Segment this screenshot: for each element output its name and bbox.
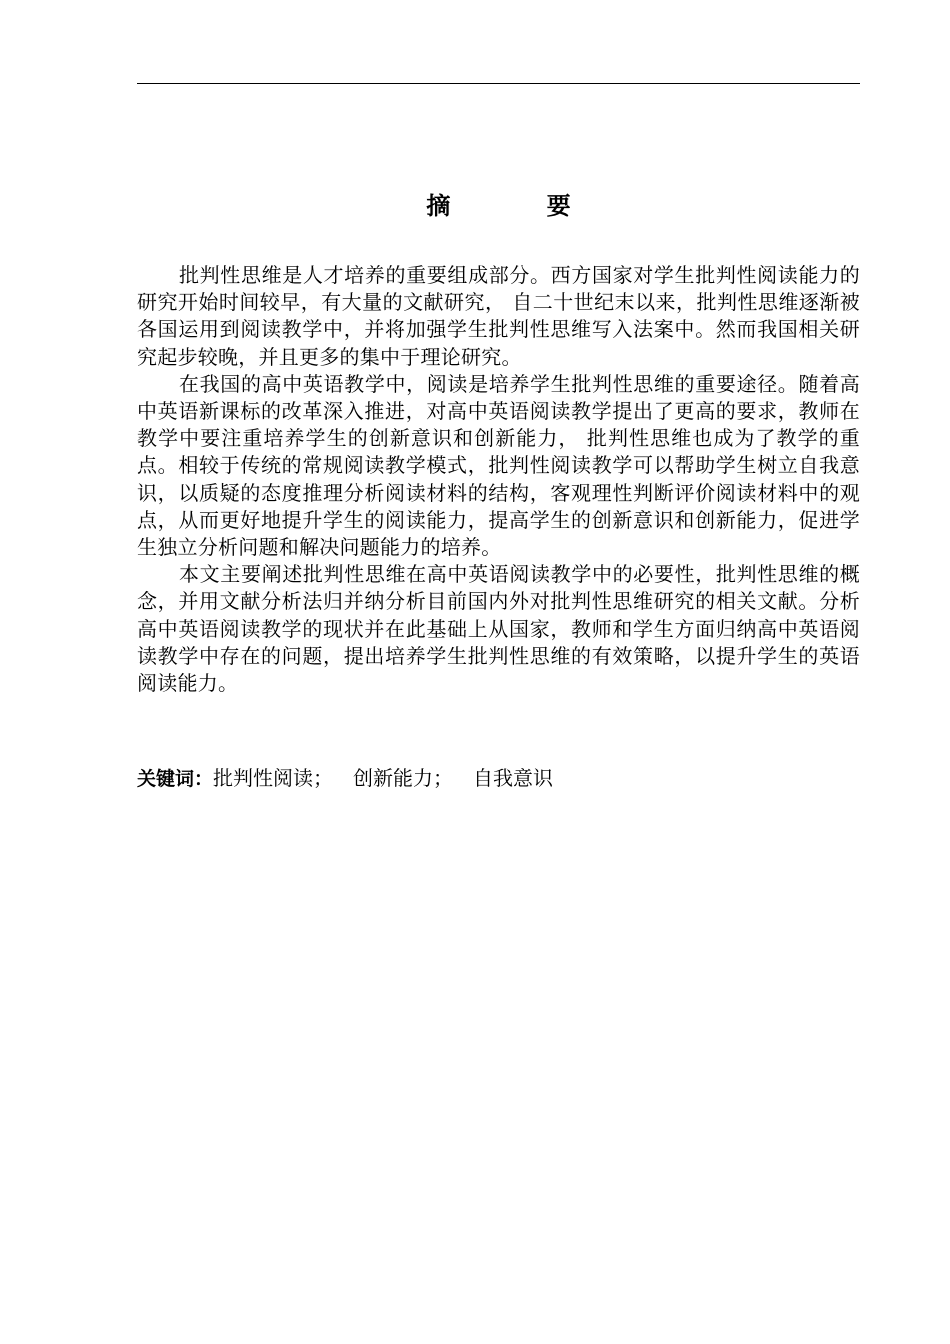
keyword-innovation-ability: 创新能力； [353, 766, 454, 790]
keywords-label: 关键词： [137, 768, 214, 790]
abstract-title: 摘 要 [426, 192, 615, 220]
header-rule [137, 83, 860, 84]
abstract-paragraph-2: 在我国的高中英语教学中，阅读是培养学生批判性思维的重要途径。随着高中英语新课标的改革深入推进，对高中英语阅读教学提出了更高的要求，教师在教学中要注重培养学生的创新意识和创新能力， 批判性思维也成为了教学的重点。相较于传统的常规阅读教学模式，批判性阅读教学可以帮助学生树立自我意识，以质疑的态度推理分析阅读材料的结构，客观理性判断评价阅读材料中的观点，从而更好地提升学生的阅读能力，提高学生的创新意识和创新能力，促进学生独立分析问题和解决问题能力的培养。 [137, 371, 860, 560]
keywords-line [137, 764, 860, 793]
abstract-paragraph-1: 批判性思维是人才培养的重要组成部分。西方国家对学生批判性阅读能力的研究开始时间较早，有大量的文献研究， 自二十世纪末以来，批判性思维逐渐被各国运用到阅读教学中，并将加强学生批判性思维写入法案中。然而我国相关研究起步较晚，并且更多的集中于理论研究。 [137, 263, 860, 369]
keyword-self-awareness: 自我意识 [473, 766, 554, 790]
abstract-body [137, 262, 860, 697]
abstract-paragraph-3: 本文主要阐述批判性思维在高中英语阅读教学中的必要性，批判性思维的概念，并用文献分析法归并纳分析目前国内外对批判性思维研究的相关文献。分析高中英语阅读教学的现状并在此基础上从国家，教师和学生方面归纳高中英语阅读教学中存在的问题，提出培养学生批判性思维的有效策略，以提升学生的英语阅读能力。 [137, 562, 860, 696]
keyword-critical-reading: 批判性阅读； [213, 766, 334, 790]
